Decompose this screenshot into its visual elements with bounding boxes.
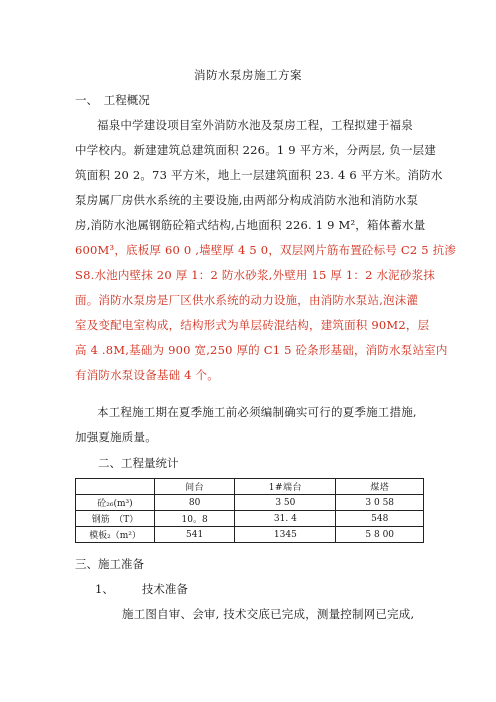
table-row xyxy=(76,495,424,511)
table-cell: 541 xyxy=(155,527,235,543)
highlighted-line: 高 4 .8M,基础为 900 宽,250 厚的 C1 5 砼条形基础，消防水泵站室内 xyxy=(75,343,448,357)
highlighted-line: 有消防水泵设备基础 4 个。 xyxy=(75,368,219,382)
table-cell: 砼₂₆(m³) xyxy=(76,495,155,511)
table-cell: 模板₂（m²） xyxy=(76,527,155,543)
paragraph-line: 福泉中学建设项目室外消防水池及泵房工程，工程拟建于福泉 xyxy=(97,118,413,132)
section2-heading: 二、工程量统计 xyxy=(98,456,179,470)
table-header-cell xyxy=(76,479,155,495)
subsection-heading xyxy=(95,581,188,597)
table-cell: 10。8 xyxy=(155,511,235,527)
paragraph-line: 加强夏施质量。 xyxy=(75,430,157,444)
table-row xyxy=(76,527,424,543)
table-header-cell: 煤塔 xyxy=(336,479,424,495)
table-cell: 548 xyxy=(336,511,424,527)
subsection-title: 技术准备 xyxy=(141,582,188,596)
table-row xyxy=(76,511,424,527)
paragraph-line: 泵房属厂房供水系统的主要设施,由两部分构成消防水池和消防水泵 xyxy=(75,193,419,207)
table-cell: 31. 4 xyxy=(235,511,336,527)
table-cell: 3 0 58 xyxy=(336,495,424,511)
document-title: 消防水泵房施工方案 xyxy=(194,68,302,82)
table-cell: 80 xyxy=(155,495,235,511)
table-cell: 1345 xyxy=(235,527,336,543)
table-header-row xyxy=(76,479,424,495)
section1-heading: 一、 工程概况 xyxy=(75,93,150,107)
table-header-cell: 1#端台 xyxy=(235,479,336,495)
highlighted-line: 室及变配电室构成，结构形式为单层砖混结构，建筑面积 90M2，层 xyxy=(75,318,430,332)
section3-heading: 三、施工准备 xyxy=(75,557,144,571)
subsection-number: 1、 xyxy=(95,582,114,596)
highlighted-line: S8.水池内壁抹 20 厚 1：2 防水砂浆,外壁用 15 厚 1：2 水泥砂浆抹 xyxy=(75,268,435,282)
table-header-cell: 间台 xyxy=(155,479,235,495)
quantity-table xyxy=(75,478,424,543)
table-cell: 钢筋 （T） xyxy=(76,511,155,527)
paragraph-line: 施工图自审、会审, 技术交底已完成，测量控制网已完成, xyxy=(122,607,415,621)
paragraph-line: 本工程施工期在夏季施工前必须编制确实可行的夏季施工措施, xyxy=(97,405,417,419)
table-cell: 3 50 xyxy=(235,495,336,511)
highlighted-line: 600M³，底板厚 60 0 ,墙壁厚 4 5 0，双层网片筋布置砼标号 C2 5 抗渗 xyxy=(75,243,457,257)
paragraph-line: 筑面积 20 2。73 平方米，地上一层建筑面积 23. 4 6 平方米。消防水 xyxy=(75,168,443,182)
paragraph-line: 房,消防水池属钢筋砼箱式结构,占地面积 226. 1 9 M²，箱体蓄水量 xyxy=(75,218,426,232)
highlighted-line: 面。消防水泵房是厂区供水系统的动力设施，由消防水泵站,泡沫灌 xyxy=(75,293,419,307)
table-cell: 5 8 00 xyxy=(336,527,424,543)
paragraph-line: 中学校内。新建建筑总建筑面积 226。1 9 平方米，分两层, 负一层建 xyxy=(75,143,437,157)
